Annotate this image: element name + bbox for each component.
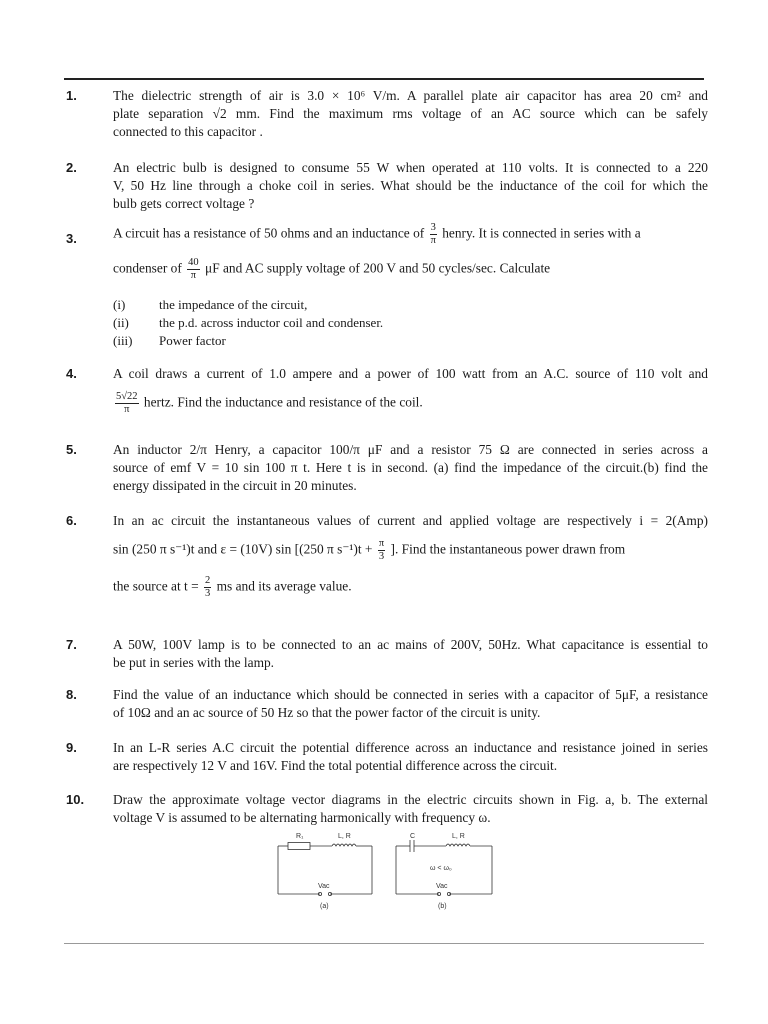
top-rule	[64, 78, 704, 80]
question-number: 3.	[66, 231, 77, 246]
fraction: $\frac{2}{3}$	[205, 575, 211, 599]
question-text: A circuit has a resistance of 50 ohms and an inductance of $\frac{3}{\pi}$ henry. It is connected in series with a condenser of $\frac{40}{\pi}$ μF and AC supply voltage of 200 V and 50 cycles/sec. Calculate	[113, 222, 641, 281]
question-number: 1.	[66, 88, 77, 103]
sub-item: (i) the impedance of the circuit,	[113, 297, 308, 312]
inductor-symbol	[446, 844, 470, 846]
circuit-figure	[276, 828, 496, 920]
bottom-rule	[64, 943, 704, 944]
question-text: A coil draws a current of 1.0 ampere and a power of 100 watt from an A.C. source of 110 volt and $\frac{5√22}{\pi}$ hertz. Find the inductance and resistance of the coil.	[113, 366, 708, 415]
question-number: 5.	[66, 442, 77, 457]
question-number: 6.	[66, 513, 77, 528]
source-label: Vac	[436, 883, 448, 890]
source-label: Vac	[318, 883, 330, 890]
resistor-symbol	[288, 843, 310, 850]
fraction: $\frac{3}{\pi}$	[430, 222, 436, 246]
question-number: 9.	[66, 740, 77, 755]
resistor-label: R₁	[296, 833, 304, 840]
question-text: Draw the approximate voltage vector diagrams in the electric circuits shown in Fig. a, b. The external voltage V is assumed to be alternating harmonically with frequency ω.	[113, 792, 708, 825]
question-text: An inductor 2/π Henry, a capacitor 100/π μF and a resistor 75 Ω are connected in series across a source of emf V = 10 sin 100 π t. Here t is in second. (a) find the impedance of the circuit.(b) find the energy dissipated in the circuit in 20 minutes.	[113, 442, 708, 493]
question-text: In an L-R series A.C circuit the potential difference across an inductance and resistance joined in series are respectively 12 V and 16V. Find the total potential difference across the circuit.	[113, 740, 708, 773]
capacitor-label: C	[410, 833, 416, 840]
question-number: 2.	[66, 160, 77, 175]
question-text: In an ac circuit the instantaneous values of current and applied voltage are respectively i = 2(Amp) sin (250 π s⁻¹)t and ε = (10V) sin [(250 π s⁻¹)t + $\frac{\pi}{3}$ ]. Find the instantaneous power drawn from the source at t = $\frac{2}{3}$ ms and its average value.	[113, 513, 708, 599]
question-text: The dielectric strength of air is 3.0 × 10⁶ V/m. A parallel plate air capacitor has area 20 cm² and plate separation √2 mm. Find the maximum rms voltage of an AC source which can be safely connected to this capacitor .	[113, 88, 708, 139]
inductor-symbol	[332, 844, 356, 846]
sub-item: (iii) Power factor	[113, 333, 226, 348]
figure-caption: (b)	[438, 903, 447, 910]
sub-item: (ii) the p.d. across inductor coil and condenser.	[113, 315, 384, 330]
question-number: 4.	[66, 366, 77, 381]
figure-caption: (a)	[320, 903, 329, 910]
question-number: 10.	[66, 792, 85, 807]
inductor-label: L, R	[452, 833, 465, 840]
question-number: 7.	[66, 637, 77, 652]
question-number: 8.	[66, 687, 77, 702]
inductor-label: L, R	[338, 833, 351, 840]
question-text: An electric bulb is designed to consume 55 W when operated at 110 volts. It is connected to a 220 V, 50 Hz line through a choke coil in series. What should be the inductance of the coil for which the bulb gets correct voltage ?	[113, 160, 708, 211]
question-text: Find the value of an inductance which should be connected in series with a capacitor of 5μF, a resistance of 10Ω and an ac source of 50 Hz so that the power factor of the circuit is unity.	[113, 687, 708, 720]
condition-label: ω < ω₀	[430, 865, 452, 872]
fraction: $\frac{40}{\pi}$	[188, 257, 199, 281]
fraction: $\frac{\pi}{3}$	[378, 538, 385, 562]
question-text: A 50W, 100V lamp is to be connected to an ac mains of 200V, 50Hz. What capacitance is essential to be put in series with the lamp.	[113, 637, 708, 670]
fraction: $\frac{5√22}{\pi}$	[116, 391, 138, 415]
